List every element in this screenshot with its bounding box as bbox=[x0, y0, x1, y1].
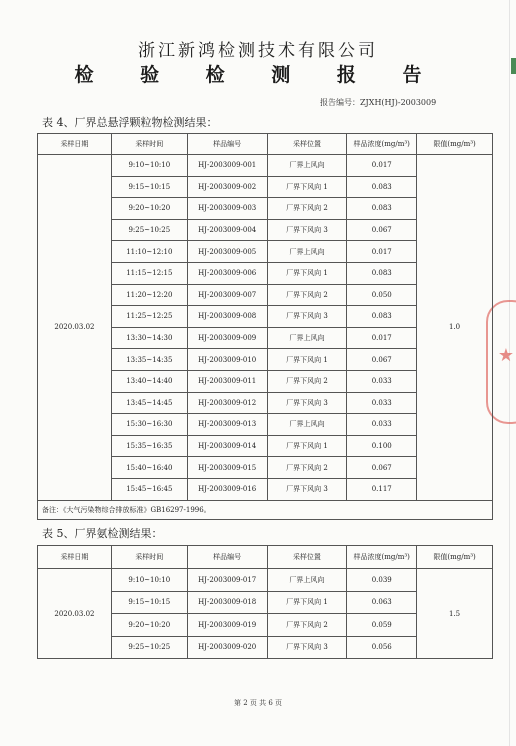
cell-time: 9:20~10:20 bbox=[111, 198, 187, 220]
cell-id: HJ-2003009-006 bbox=[187, 262, 267, 284]
cell-conc: 0.117 bbox=[347, 478, 417, 500]
cell-loc: 厂界下风向 2 bbox=[267, 370, 347, 392]
note-row bbox=[38, 500, 493, 519]
cell-time: 9:10~10:10 bbox=[111, 155, 187, 177]
cell-id: HJ-2003009-016 bbox=[187, 478, 267, 500]
cell-conc: 0.083 bbox=[347, 176, 417, 198]
cell-time: 15:40~16:40 bbox=[111, 457, 187, 479]
cell-loc: 厂界下风向 3 bbox=[267, 636, 347, 659]
cell-conc: 0.067 bbox=[347, 457, 417, 479]
col-header: 采样日期 bbox=[38, 134, 112, 155]
cell-id: HJ-2003009-019 bbox=[187, 614, 267, 637]
col-header: 样品浓度(mg/m³) bbox=[347, 546, 417, 569]
col-header: 限值(mg/m³) bbox=[417, 134, 493, 155]
cell-loc: 厂界上风向 bbox=[267, 241, 347, 263]
cell-loc: 厂界下风向 1 bbox=[267, 262, 347, 284]
cell-loc: 厂界下风向 1 bbox=[267, 349, 347, 371]
col-header: 样品编号 bbox=[187, 134, 267, 155]
cell-conc: 0.033 bbox=[347, 392, 417, 414]
tsp-results-table bbox=[37, 133, 493, 520]
cell-id: HJ-2003009-018 bbox=[187, 591, 267, 614]
cell-time: 13:40~14:40 bbox=[111, 370, 187, 392]
cell-time: 11:10~12:10 bbox=[111, 241, 187, 263]
cell-loc: 厂界上风向 bbox=[267, 414, 347, 436]
cell-id: HJ-2003009-013 bbox=[187, 414, 267, 436]
cell-id: HJ-2003009-012 bbox=[187, 392, 267, 414]
cell-time: 13:45~14:45 bbox=[111, 392, 187, 414]
sampling-date-cell: 2020.03.02 bbox=[38, 569, 112, 659]
cell-loc: 厂界下风向 3 bbox=[267, 306, 347, 328]
cell-id: HJ-2003009-014 bbox=[187, 435, 267, 457]
cell-id: HJ-2003009-005 bbox=[187, 241, 267, 263]
cell-conc: 0.017 bbox=[347, 327, 417, 349]
col-header: 样品浓度(mg/m³) bbox=[347, 134, 417, 155]
cell-id: HJ-2003009-011 bbox=[187, 370, 267, 392]
cell-time: 13:35~14:35 bbox=[111, 349, 187, 371]
cell-conc: 0.067 bbox=[347, 349, 417, 371]
cell-id: HJ-2003009-001 bbox=[187, 155, 267, 177]
cell-time: 9:25~10:25 bbox=[111, 636, 187, 659]
cell-conc: 0.017 bbox=[347, 155, 417, 177]
cell-loc: 厂界下风向 2 bbox=[267, 284, 347, 306]
cell-loc: 厂界下风向 2 bbox=[267, 614, 347, 637]
cell-id: HJ-2003009-002 bbox=[187, 176, 267, 198]
cell-conc: 0.033 bbox=[347, 414, 417, 436]
company-name: 浙江新鸿检测技术有限公司 bbox=[138, 41, 378, 61]
cell-loc: 厂界上风向 bbox=[267, 155, 347, 177]
cell-id: HJ-2003009-009 bbox=[187, 327, 267, 349]
cell-id: HJ-2003009-004 bbox=[187, 219, 267, 241]
col-header: 样品编号 bbox=[187, 546, 267, 569]
cell-loc: 厂界下风向 2 bbox=[267, 198, 347, 220]
report-title: 检 验 检 测 报 告 bbox=[74, 64, 442, 86]
cell-time: 9:10~10:10 bbox=[111, 569, 187, 592]
cell-time: 9:15~10:15 bbox=[111, 176, 187, 198]
cell-time: 15:35~16:35 bbox=[111, 435, 187, 457]
cell-loc: 厂界下风向 2 bbox=[267, 457, 347, 479]
note-text: 备注：《大气污染物综合排放标准》GB16297-1996。 bbox=[38, 500, 493, 519]
ammonia-results-table bbox=[37, 545, 493, 659]
cell-id: HJ-2003009-015 bbox=[187, 457, 267, 479]
table-header-row bbox=[38, 546, 493, 569]
cell-conc: 0.039 bbox=[347, 569, 417, 592]
cell-time: 11:15~12:15 bbox=[111, 262, 187, 284]
limit-cell: 1.5 bbox=[417, 569, 493, 659]
cell-loc: 厂界下风向 1 bbox=[267, 591, 347, 614]
cell-id: HJ-2003009-008 bbox=[187, 306, 267, 328]
seal-star-icon: ★ bbox=[497, 345, 514, 366]
table5-caption: 表 5、厂界氨检测结果： bbox=[42, 527, 163, 540]
cell-id: HJ-2003009-020 bbox=[187, 636, 267, 659]
report-number: 报告编号：ZJXH(HJ)-2003009 bbox=[320, 98, 437, 107]
col-header: 采样时间 bbox=[111, 546, 187, 569]
cell-conc: 0.067 bbox=[347, 219, 417, 241]
col-header: 限值(mg/m³) bbox=[417, 546, 493, 569]
col-header: 采样位置 bbox=[267, 134, 347, 155]
col-header: 采样时间 bbox=[111, 134, 187, 155]
cell-conc: 0.063 bbox=[347, 591, 417, 614]
cell-conc: 0.056 bbox=[347, 636, 417, 659]
cell-time: 9:15~10:15 bbox=[111, 591, 187, 614]
col-header: 采样位置 bbox=[267, 546, 347, 569]
cell-time: 9:25~10:25 bbox=[111, 219, 187, 241]
cell-conc: 0.050 bbox=[347, 284, 417, 306]
cell-loc: 厂界上风向 bbox=[267, 569, 347, 592]
col-header: 采样日期 bbox=[38, 546, 112, 569]
cell-conc: 0.017 bbox=[347, 241, 417, 263]
cell-conc: 0.083 bbox=[347, 262, 417, 284]
table-header-row bbox=[38, 134, 493, 155]
cell-conc: 0.083 bbox=[347, 306, 417, 328]
table4-caption: 表 4、厂界总悬浮颗粒物检测结果： bbox=[42, 116, 218, 129]
table-row bbox=[38, 155, 493, 177]
cell-time: 15:30~16:30 bbox=[111, 414, 187, 436]
cell-id: HJ-2003009-007 bbox=[187, 284, 267, 306]
cell-conc: 0.100 bbox=[347, 435, 417, 457]
cell-conc: 0.033 bbox=[347, 370, 417, 392]
cell-id: HJ-2003009-003 bbox=[187, 198, 267, 220]
cell-id: HJ-2003009-010 bbox=[187, 349, 267, 371]
cell-id: HJ-2003009-017 bbox=[187, 569, 267, 592]
cell-loc: 厂界上风向 bbox=[267, 327, 347, 349]
table-row bbox=[38, 569, 493, 592]
cell-loc: 厂界下风向 1 bbox=[267, 435, 347, 457]
cell-loc: 厂界下风向 3 bbox=[267, 219, 347, 241]
cell-loc: 厂界下风向 1 bbox=[267, 176, 347, 198]
cell-time: 13:30~14:30 bbox=[111, 327, 187, 349]
page-footer: 第 2 页 共 6 页 bbox=[233, 699, 283, 707]
cell-time: 11:25~12:25 bbox=[111, 306, 187, 328]
sampling-date-cell: 2020.03.02 bbox=[38, 155, 112, 501]
limit-cell: 1.0 bbox=[417, 155, 493, 501]
cell-time: 11:20~12:20 bbox=[111, 284, 187, 306]
cell-time: 15:45~16:45 bbox=[111, 478, 187, 500]
cell-loc: 厂界下风向 3 bbox=[267, 392, 347, 414]
cell-conc: 0.083 bbox=[347, 198, 417, 220]
cell-loc: 厂界下风向 3 bbox=[267, 478, 347, 500]
cell-time: 9:20~10:20 bbox=[111, 614, 187, 637]
cell-conc: 0.059 bbox=[347, 614, 417, 637]
